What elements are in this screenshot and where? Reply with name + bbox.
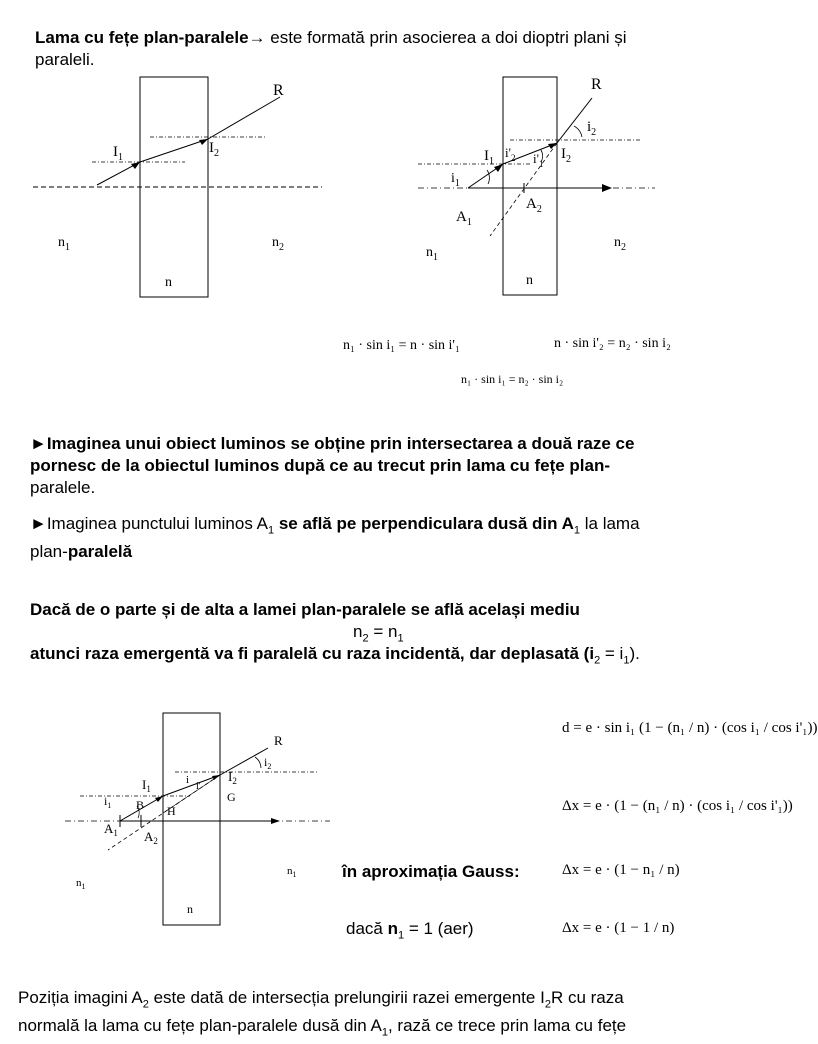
- bullet-2-line2b: paralelă: [67, 542, 133, 562]
- label-I1: I: [142, 777, 147, 792]
- label-I2: I: [228, 769, 233, 784]
- label-A1-sub: 1: [113, 828, 118, 838]
- medium-conclusion: [30, 643, 750, 671]
- air-text-a: dacă: [346, 919, 388, 938]
- svg-text:i'2: [505, 145, 515, 163]
- arrowhead: [131, 162, 140, 169]
- bullet-1-line1: ►Imaginea unui obiect luminos se obține prin intersectarea a două raze ce: [30, 434, 635, 453]
- label-I1-sub: 1: [146, 784, 151, 794]
- label-i2-sub: 2: [591, 127, 597, 138]
- label-n1: n: [426, 245, 433, 260]
- label-A2-sub: 2: [153, 836, 158, 846]
- label-G: G: [227, 790, 236, 804]
- label-I2-sub: 2: [214, 148, 219, 159]
- label-A2: A: [526, 196, 537, 212]
- svg-text:n2: [614, 235, 626, 253]
- arrowhead: [494, 164, 503, 172]
- label-I1-sub: 1: [118, 152, 123, 163]
- label-ip2: i': [505, 145, 511, 160]
- n2-symbol: n: [353, 622, 363, 641]
- svg-text:n1: [287, 865, 297, 879]
- footer-line1b: este dată de intersecția prelungirii razei emergente I: [148, 988, 545, 1007]
- n1-sub: 1: [397, 632, 404, 645]
- label-n1-sub: 1: [81, 882, 86, 891]
- svg-text:A1: [456, 209, 472, 228]
- formula-d: d = e · sin i₁ (1 − (n₁ / n) · (cos i₁ / cos i'₁)): [562, 720, 818, 736]
- label-I1: I: [484, 148, 489, 164]
- svg-text:A2: [144, 829, 158, 846]
- i1-sub: 1: [623, 654, 630, 667]
- svg-text:I2: [561, 146, 571, 165]
- emergent-ray: [208, 97, 280, 139]
- label-I2: I: [561, 146, 566, 162]
- angle-arc: [255, 757, 261, 768]
- refracted-ray: [140, 139, 208, 162]
- label-n2-sub: 2: [279, 242, 284, 253]
- svg-text:R: [273, 82, 284, 99]
- label-I2-sub: 2: [232, 776, 237, 786]
- svg-text:I2: [209, 140, 219, 159]
- gauss-label-text: în aproximația Gauss:: [342, 862, 520, 881]
- svg-text:i1: [104, 794, 111, 810]
- bullet-2-part-c: la lama: [580, 514, 640, 533]
- intro-text-line2: paraleli.: [35, 50, 95, 69]
- bullet-1-line3: paralele.: [30, 478, 96, 497]
- label-H: H: [167, 804, 176, 818]
- label-n1: n: [58, 235, 65, 250]
- footer-sub3: 1: [381, 1026, 388, 1039]
- air-sub: 1: [397, 929, 405, 942]
- snell-eq-2: n · sin i'₂ = n₂ · sin i₂: [554, 336, 671, 351]
- label-R: R: [274, 733, 283, 748]
- footer-line1c: R cu raza: [550, 988, 624, 1007]
- label-n: n: [165, 275, 172, 290]
- formula-dx-gauss: Δx = e · (1 − n₁ / n): [562, 862, 680, 878]
- label-A2-sub: 2: [536, 204, 542, 215]
- bullet-2-sub-b: 1: [573, 524, 581, 537]
- bullet-2-part-b: se află pe perpendiculara dusă din A: [274, 514, 574, 533]
- arrowhead: [602, 184, 612, 192]
- footer-line1a: Poziția imagini A: [18, 988, 143, 1007]
- label-n1-right: n: [287, 865, 293, 877]
- svg-text:n1: [426, 245, 438, 263]
- air-label: [346, 918, 474, 946]
- svg-text:A1: [104, 821, 118, 838]
- label-n1-right-sub: 1: [292, 870, 297, 879]
- svg-text:i2: [587, 119, 596, 138]
- refracted-ray: [163, 775, 220, 796]
- bullet-2: [30, 513, 750, 563]
- svg-text:I2: [228, 769, 237, 786]
- label-i1-sub: 1: [454, 178, 460, 189]
- label-n1: n: [76, 877, 82, 889]
- bullet-2-line2a: plan-: [30, 542, 68, 562]
- label-ip1: i': [533, 151, 539, 166]
- n2-sub: 2: [362, 632, 369, 645]
- label-n: n: [187, 902, 193, 916]
- label-n1-sub: 1: [65, 242, 70, 253]
- paren-close: ).: [629, 644, 640, 663]
- label-i1: i: [451, 171, 455, 186]
- footer-paragraph: [18, 987, 758, 1044]
- formula-dx: Δx = e · (1 − (n₁ / n) · (cos i₁ / cos i'₁)): [562, 798, 793, 814]
- label-ip2-sub: 2: [510, 153, 516, 163]
- plate: [163, 713, 220, 925]
- label-i2: i: [264, 755, 268, 769]
- label-ip1-sub: 1: [538, 159, 544, 169]
- snell-eq-3: n₁ · sin i₁ = n₂ · sin i₂: [461, 372, 564, 386]
- label-A1: A: [456, 209, 467, 225]
- intro-title: Lama cu fețe plan-paralele: [35, 28, 249, 47]
- bullet-1: [30, 433, 750, 499]
- label-n2: n: [614, 235, 621, 250]
- label-i2-sub: 2: [267, 762, 272, 771]
- bullet-2-sub-a: 1: [267, 524, 275, 537]
- bullet-1-line2: pornesc de la obiectul luminos după ce au trecut prin lama cu fețe plan-: [30, 456, 611, 475]
- svg-text:A2: [526, 196, 542, 215]
- label-B: B: [136, 798, 145, 812]
- svg-text:I1: [113, 144, 123, 163]
- label-R: R: [273, 82, 284, 99]
- label-i1: i: [104, 794, 108, 808]
- label-I1-sub: 1: [489, 156, 494, 167]
- label-i: i: [186, 774, 190, 786]
- gauss-label: [342, 861, 520, 883]
- snell-eq-1: n₁ · sin i₁ = n · sin i'₁: [343, 338, 460, 353]
- angle-arc: [574, 126, 582, 137]
- label-A2: A: [144, 829, 154, 844]
- svg-text:i1: [451, 171, 460, 189]
- arrowhead: [199, 139, 208, 145]
- label-i2: i: [587, 119, 592, 135]
- arrowhead: [271, 818, 280, 824]
- angle-arc: [487, 170, 489, 184]
- i2-sub: 2: [594, 654, 601, 667]
- air-n: n: [387, 919, 398, 938]
- svg-text:n1: [58, 235, 70, 253]
- label-A1: A: [104, 821, 114, 836]
- plate: [503, 77, 557, 295]
- intro-text: este formată prin asocierea a doi dioptri plani și: [265, 28, 627, 47]
- label-A1-sub: 1: [466, 217, 472, 228]
- footer-line2b: , rază ce trece prin lama cu fețe: [387, 1016, 627, 1036]
- label-I2-sub: 2: [566, 154, 571, 165]
- label-ip: i': [196, 781, 201, 792]
- svg-text:n1: [76, 877, 86, 891]
- footer-line2a: normală la lama cu fețe plan-paralele dusă din A: [18, 1016, 382, 1036]
- label-n2-sub: 2: [621, 242, 626, 253]
- label-n: n: [526, 273, 533, 288]
- label-n2: n: [272, 235, 279, 250]
- label-i1-sub: 1: [107, 801, 112, 810]
- label-n1-sub: 1: [433, 252, 438, 263]
- eq-n1: = n: [368, 622, 398, 641]
- label-R: R: [591, 76, 602, 93]
- svg-text:i'1: [533, 151, 543, 169]
- bullet-2-part-a: ►Imaginea punctului luminos A: [30, 514, 268, 533]
- footer-sub1: 2: [142, 998, 149, 1011]
- air-text-b: = 1 (aer): [404, 919, 474, 938]
- formula-dx-air: Δx = e · (1 − 1 / n): [562, 920, 675, 936]
- arrowhead: [548, 143, 557, 149]
- footer-sub2: 2: [544, 998, 551, 1011]
- arrowhead: [155, 796, 163, 802]
- svg-text:n2: [272, 235, 284, 253]
- svg-text:i2: [264, 755, 271, 771]
- medium-line3a: atunci raza emergentă va fi paralelă cu raza incidentă, dar deplasată (i: [30, 644, 595, 663]
- arrow-symbol: →: [248, 28, 266, 47]
- label-I2: I: [209, 140, 214, 156]
- label-I1: I: [113, 144, 118, 160]
- medium-paragraph: [30, 599, 750, 621]
- eq-i1: = i: [600, 644, 624, 663]
- svg-text:I1: [484, 148, 494, 167]
- medium-line1: Dacă de o parte și de alta a lamei plan-paralele se află același mediu: [30, 600, 580, 619]
- svg-text:I1: [142, 777, 151, 794]
